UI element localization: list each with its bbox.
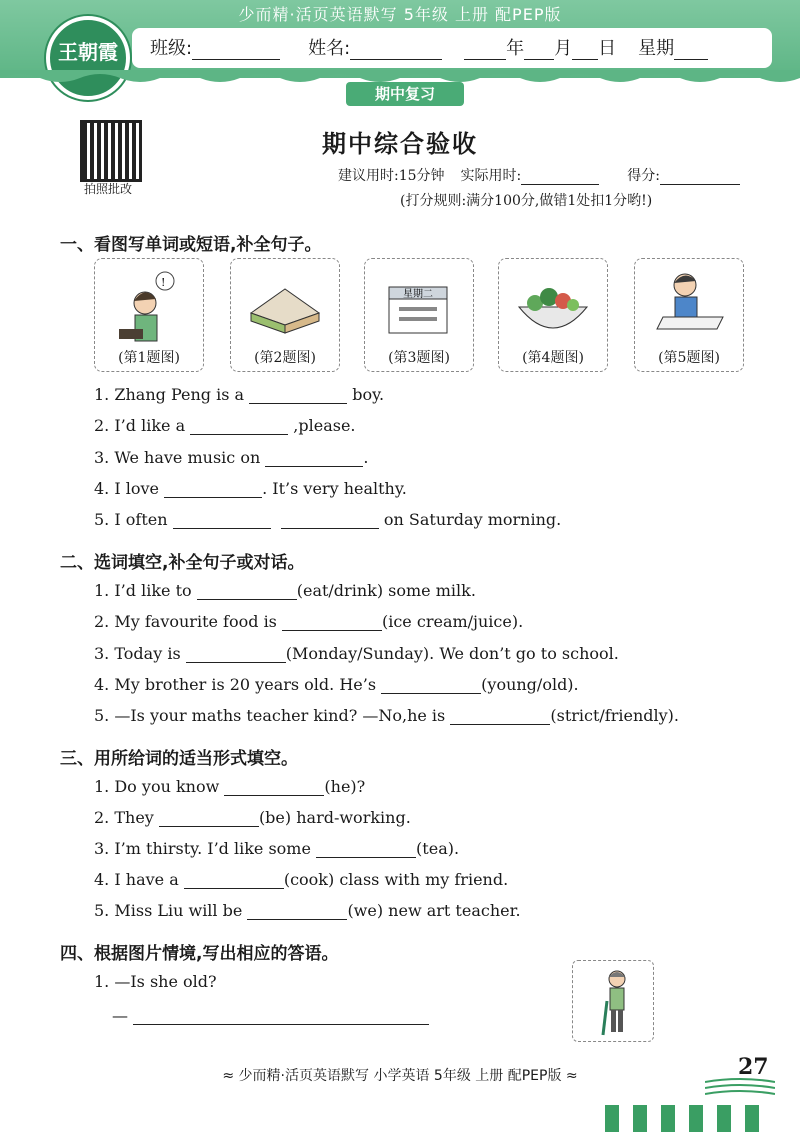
s1-q3-text: 3. We have music on <box>94 448 261 467</box>
s4-q1-text: 1. —Is she old? <box>94 972 217 991</box>
girl-figure-icon <box>573 961 653 1041</box>
score-label: 得分: <box>627 168 660 184</box>
s1-q2-text: 2. I’d like a <box>94 416 186 435</box>
s2-q2-tail: (ice cream/juice). <box>381 612 524 631</box>
index-bar <box>717 1105 731 1132</box>
s3-q1-tail: (he)? <box>324 777 366 796</box>
day-field[interactable] <box>572 39 598 60</box>
boy-at-desk-icon <box>645 265 731 345</box>
s3-q1-blank[interactable] <box>224 779 324 796</box>
section3-heading: 三、用所给词的适当形式填空。 <box>60 749 298 769</box>
s1-q4-text: 4. I love <box>94 479 160 498</box>
index-bar <box>661 1105 675 1132</box>
s2-q3-blank[interactable] <box>186 646 286 663</box>
s3-question-4 <box>94 870 508 889</box>
s1-q5-blank-a[interactable] <box>173 512 271 529</box>
s3-q4-blank[interactable] <box>184 872 284 889</box>
s3-question-2 <box>94 808 411 827</box>
index-bar <box>605 1105 619 1132</box>
section4-heading: 四、根据图片情境,写出相应的答语。 <box>60 944 339 964</box>
class-field[interactable] <box>192 39 280 60</box>
s4-answer-dash: — <box>112 1006 128 1025</box>
s1-q1-tail: boy. <box>352 385 385 404</box>
s3-q3-blank[interactable] <box>316 841 416 858</box>
bottom-index-bars <box>605 1105 759 1132</box>
s4-answer-blank[interactable] <box>133 1008 429 1025</box>
card-caption-4: (第4题图) <box>522 350 584 366</box>
s1-question-3 <box>94 448 368 467</box>
picture-card-2 <box>230 258 340 372</box>
timing-row <box>338 165 740 185</box>
scoring-rules: (打分规则:满分100分,做错1处扣1分哟!) <box>400 193 653 209</box>
s3-question-1 <box>94 777 365 796</box>
day-label: 日 <box>598 38 617 59</box>
page-decoration-lines <box>705 1076 775 1100</box>
page-title: 期中综合验收 <box>322 130 478 158</box>
index-bar <box>633 1105 647 1132</box>
s2-q1-tail: (eat/drink) some milk. <box>296 581 476 600</box>
thinking-boy-icon <box>105 265 191 345</box>
year-label: 年 <box>506 38 525 59</box>
s2-q4-text: 4. My brother is 20 years old. He’s <box>94 675 377 694</box>
s1-q4-blank[interactable] <box>164 481 262 498</box>
s2-question-2 <box>94 612 523 631</box>
section2-heading: 二、选词填空,补全句子或对话。 <box>60 553 305 573</box>
name-label: 姓名: <box>308 38 351 59</box>
picture-card-4 <box>498 258 608 372</box>
month-field[interactable] <box>524 39 554 60</box>
card-caption-5: (第5题图) <box>658 350 720 366</box>
s1-question-5 <box>94 510 561 529</box>
section1-heading: 一、看图写单词或短语,补全句子。 <box>60 235 322 255</box>
series-title: 少而精·活页英语默写 5年级 上册 配PEP版 <box>238 5 562 24</box>
s2-question-3 <box>94 644 619 663</box>
calendar-label: 星期二 <box>403 289 433 300</box>
s2-question-5 <box>94 706 679 725</box>
svg-text:!: ! <box>161 276 166 289</box>
s3-question-5 <box>94 901 521 920</box>
s1-q2-tail: ,please. <box>293 416 356 435</box>
s3-q2-tail: (be) hard-working. <box>258 808 411 827</box>
index-bar <box>745 1105 759 1132</box>
s1-q5-text: 5. I often <box>94 510 168 529</box>
logo-text: 王朝霞 <box>58 40 118 64</box>
s1-q4-tail: . It’s very healthy. <box>262 479 407 498</box>
s2-question-1 <box>94 581 476 600</box>
s1-q5-tail: on Saturday morning. <box>383 510 562 529</box>
card-caption-3: (第3题图) <box>388 350 450 366</box>
weekday-field[interactable] <box>674 39 708 60</box>
calendar-icon <box>375 265 461 345</box>
s3-question-3 <box>94 839 459 858</box>
s2-q1-blank[interactable] <box>197 583 297 600</box>
picture-card-girl <box>572 960 654 1042</box>
s3-q2-text: 2. They <box>94 808 154 827</box>
s4-question-1 <box>94 972 217 991</box>
s2-q1-text: 1. I’d like to <box>94 581 192 600</box>
page-number: 27 <box>738 1054 769 1080</box>
s1-question-1 <box>94 385 384 404</box>
s1-q3-blank[interactable] <box>265 450 363 467</box>
s1-q1-blank[interactable] <box>249 387 347 404</box>
s2-question-4 <box>94 675 579 694</box>
card-caption-2: (第2题图) <box>254 350 316 366</box>
s3-q1-text: 1. Do you know <box>94 777 220 796</box>
s3-q5-tail: (we) new art teacher. <box>347 901 521 920</box>
s1-q1-text: 1. Zhang Peng is a <box>94 385 245 404</box>
s3-q5-text: 5. Miss Liu will be <box>94 901 243 920</box>
suggested-time: 建议用时:15分钟 <box>338 168 445 184</box>
s2-q2-text: 2. My favourite food is <box>94 612 277 631</box>
class-label: 班级: <box>150 38 193 59</box>
s3-q4-tail: (cook) class with my friend. <box>283 870 509 889</box>
s1-q5-blank-b[interactable] <box>281 512 379 529</box>
year-field[interactable] <box>464 39 506 60</box>
s3-q5-blank[interactable] <box>247 903 347 920</box>
s1-q2-blank[interactable] <box>190 418 288 435</box>
s3-q3-tail: (tea). <box>416 839 460 858</box>
s1-question-2 <box>94 416 356 435</box>
s2-q4-tail: (young/old). <box>481 675 579 694</box>
s2-q3-tail: (Monday/Sunday). We don’t go to school. <box>285 644 619 663</box>
actual-time-field[interactable] <box>521 170 599 185</box>
picture-card-1 <box>94 258 204 372</box>
s3-q2-blank[interactable] <box>159 810 259 827</box>
card-caption-1: (第1题图) <box>118 350 180 366</box>
s2-q4-blank[interactable] <box>381 677 481 694</box>
qr-label: 拍照批改 <box>83 182 132 196</box>
s2-q5-text: 5. —Is your maths teacher kind? —No,he is <box>94 706 446 725</box>
s2-q3-text: 3. Today is <box>94 644 181 663</box>
s3-q4-text: 4. I have a <box>94 870 179 889</box>
s1-question-4 <box>94 479 407 498</box>
s2-q5-blank[interactable] <box>450 708 550 725</box>
s4-answer-line <box>112 1006 429 1025</box>
name-field[interactable] <box>350 39 442 60</box>
score-field[interactable] <box>660 170 740 185</box>
section-tag: 期中复习 <box>346 82 464 106</box>
s1-q3-tail: . <box>363 448 369 467</box>
s2-q5-tail: (strict/friendly). <box>550 706 679 725</box>
actual-time-label: 实际用时: <box>460 168 522 184</box>
s3-q3-text: 3. I’m thirsty. I’d like some <box>94 839 311 858</box>
weekday-label: 星期 <box>638 38 675 59</box>
sandwich-icon <box>241 265 327 345</box>
student-info-row <box>150 34 708 60</box>
salad-bowl-icon <box>509 265 595 345</box>
index-bar <box>689 1105 703 1132</box>
picture-card-5 <box>634 258 744 372</box>
s2-q2-blank[interactable] <box>282 614 382 631</box>
month-label: 月 <box>554 38 573 59</box>
picture-card-3 <box>364 258 474 372</box>
footer-series-text: ≈ 少而精·活页英语默写 小学英语 5年级 上册 配PEP版 ≈ <box>222 1068 578 1084</box>
